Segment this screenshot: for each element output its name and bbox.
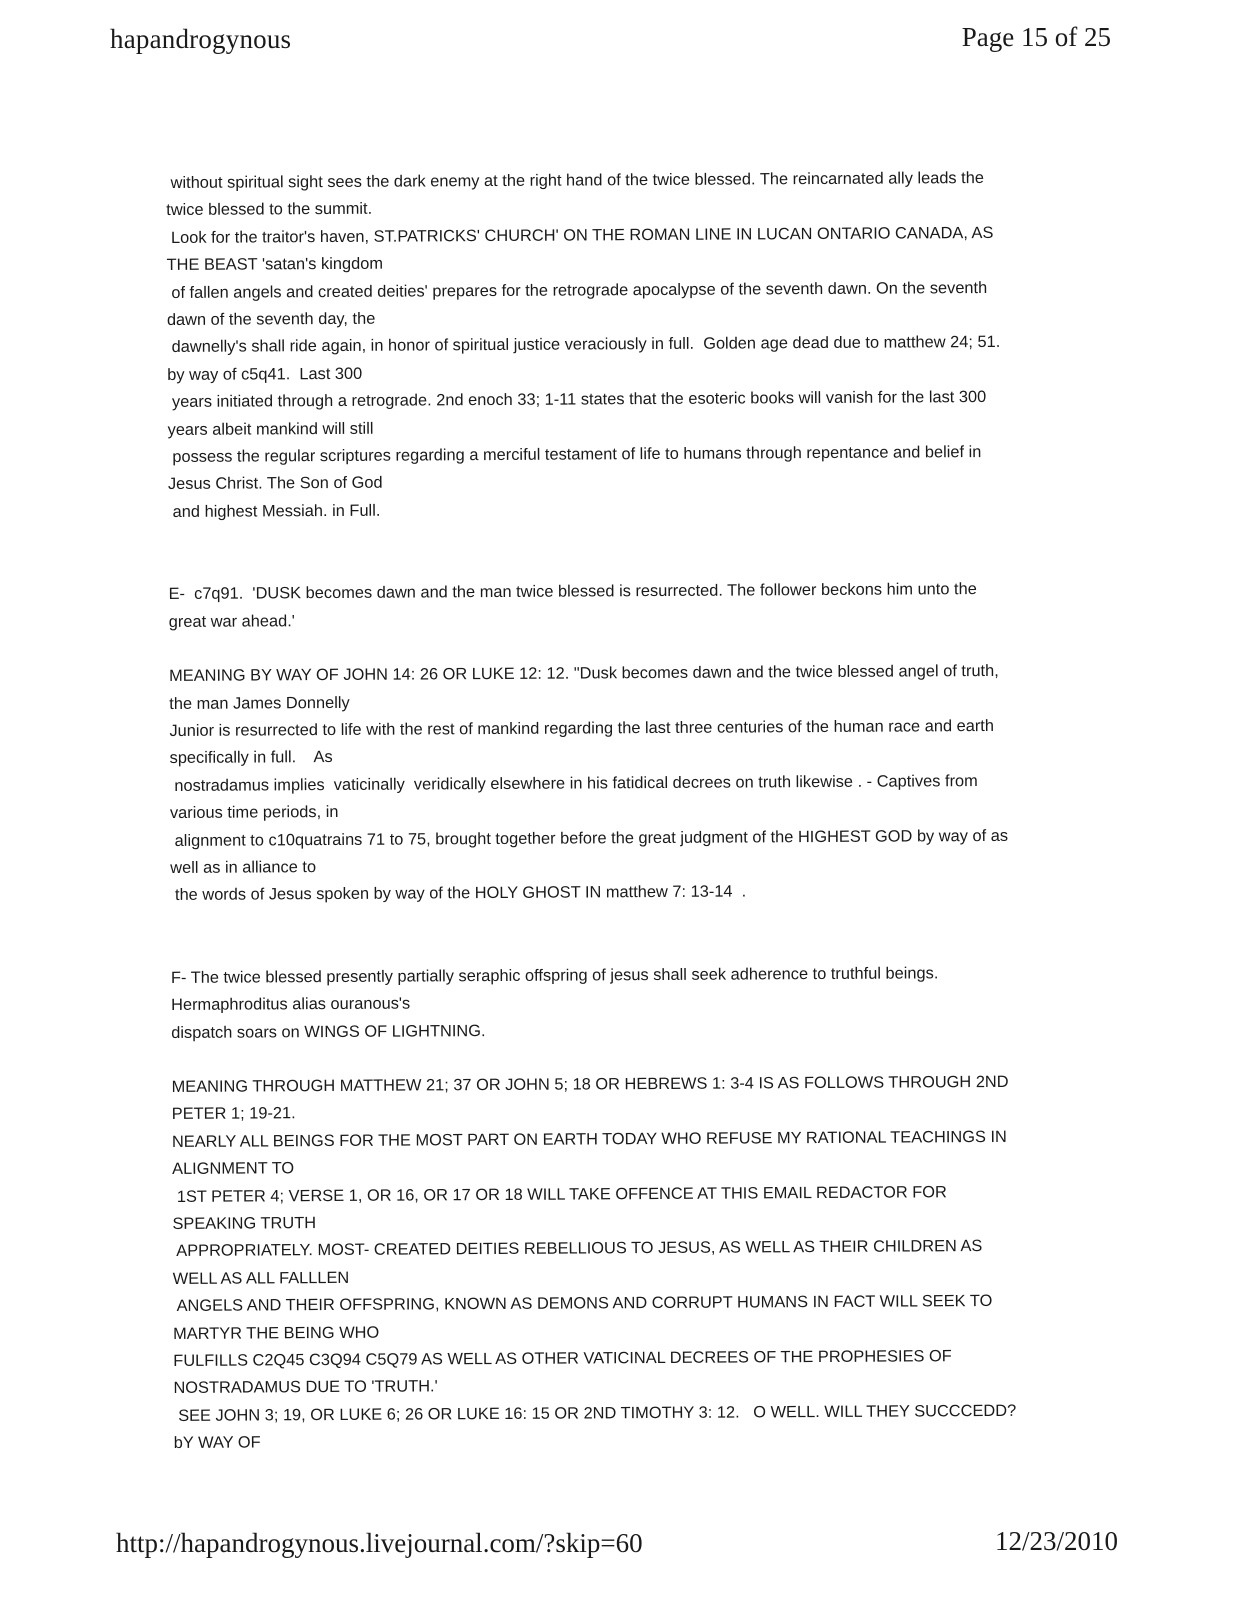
text-line: nostradamus implies vaticinally veridically elsewhere in his fatidical decrees on truth likewise . - Captives from: [169, 771, 978, 795]
source-url: http://hapandrogynous.livejournal.com/?skip=60: [116, 1528, 643, 1558]
text-line: Look for the traitor's haven, ST.PATRICKS' CHURCH' ON THE ROMAN LINE IN LUCAN ONTARIO CANADA, AS: [166, 223, 994, 247]
text-line: MEANING THROUGH MATTHEW 21; 37 OR JOHN 5; 18 OR HEBREWS 1: 3-4 IS AS FOLLOWS THROUGH 2ND: [171, 1072, 1009, 1096]
text-line: APPROPRIATELY. MOST- CREATED DEITIES REBELLIOUS TO JESUS, AS WELL AS THEIR CHILDREN AS: [172, 1237, 983, 1261]
text-line: Hermaphroditus alias ouranous's: [171, 994, 411, 1015]
text-line: 1ST PETER 4; VERSE 1, OR 16, OR 17 OR 18 WILL TAKE OFFENCE AT THIS EMAIL REDACTOR FOR: [172, 1182, 947, 1206]
text-line: FULFILLS C2Q45 C3Q94 C5Q79 AS WELL AS OTHER VATICINAL DECREES OF THE PROPHESIES OF: [173, 1347, 952, 1371]
text-line: E- c7q91. 'DUSK becomes dawn and the man twice blessed is resurrected. The follower beckons him unto the: [168, 580, 977, 604]
text-line: possess the regular scriptures regarding a merciful testament of life to humans through repentance and belief in: [167, 443, 982, 467]
text-line: SPEAKING TRUTH: [172, 1214, 317, 1233]
paragraph-meaning-f: [172, 1068, 1134, 1458]
text-line: the man James Donnelly: [169, 693, 350, 713]
paragraph-meaning-e: [169, 657, 1130, 910]
text-line: alignment to c10quatrains 71 to 75, brought together before the great judgment of the HIGHEST GOD by way of as: [170, 826, 1009, 850]
text-line: Jesus Christ. The Son of God: [167, 474, 383, 494]
text-line: great war ahead.': [168, 611, 295, 631]
text-line: bY WAY OF: [173, 1433, 261, 1453]
text-line: WELL AS ALL FALLLEN: [172, 1268, 350, 1288]
text-line: various time periods, in: [169, 803, 339, 823]
text-line: of fallen angels and created deities' prepares for the retrograde apocalypse of the seventh dawn. On the seventh: [166, 278, 988, 302]
text-line: years albeit mankind will still: [167, 419, 374, 439]
text-line: ALIGNMENT TO: [172, 1159, 295, 1179]
text-line: dawn of the seventh day, the: [166, 309, 376, 330]
page-number: Page 15 of 25: [961, 22, 1111, 52]
text-line: F- The twice blessed presently partially seraphic offspring of jesus shall seek adherence to truthful beings.: [170, 964, 939, 987]
paragraph-f: [171, 959, 1131, 1047]
paragraph-continuation: [166, 164, 1128, 526]
print-date: 12/23/2010: [994, 1526, 1118, 1556]
site-name: hapandrogynous: [110, 24, 292, 54]
text-line: without spiritual sight sees the dark enemy at the right hand of the twice blessed. The reincarnated ally leads the: [166, 169, 985, 192]
paragraph-e: [169, 575, 1129, 636]
text-line: SEE JOHN 3; 19, OR LUKE 6; 26 OR LUKE 16: 15 OR 2ND TIMOTHY 3: 12. O WELL. WILL THEY SUCCCEDD?: [173, 1401, 1017, 1425]
text-line: MEANING BY WAY OF JOHN 14: 26 OR LUKE 12: 12. "Dusk becomes dawn and the twice blessed angel of truth,: [169, 662, 999, 686]
text-line: NOSTRADAMUS DUE TO 'TRUTH.': [173, 1377, 438, 1398]
text-line: and highest Messiah. in Full.: [168, 501, 381, 521]
text-line: specifically in full. As: [169, 748, 333, 768]
text-line: dawnelly's shall ride again, in honor of spiritual justice veraciously in full. Golden age dead due to matthew 24; 51.: [167, 333, 1001, 357]
document-body: [166, 164, 1134, 1457]
text-line: THE BEAST 'satan's kingdom: [166, 254, 384, 275]
text-line: years initiated through a retrograde. 2nd enoch 33; 1-11 states that the esoteric books will vanish for the last 300: [167, 388, 987, 412]
text-line: the words of Jesus spoken by way of the HOLY GHOST IN matthew 7: 13-14 .: [170, 882, 747, 905]
text-line: NEARLY ALL BEINGS FOR THE MOST PART ON EARTH TODAY WHO REFUSE MY RATIONAL TEACHINGS IN: [171, 1127, 1007, 1151]
text-line: PETER 1; 19-21.: [171, 1104, 296, 1124]
text-line: ANGELS AND THEIR OFFSPRING, KNOWN AS DEMONS AND CORRUPT HUMANS IN FACT WILL SEEK TO: [172, 1292, 993, 1316]
text-line: well as in alliance to: [170, 858, 317, 877]
text-line: Junior is resurrected to life with the rest of mankind regarding the last three centuries of the human race and earth: [169, 716, 994, 740]
text-line: MARTYR THE BEING WHO: [173, 1323, 380, 1343]
text-line: twice blessed to the summit.: [166, 200, 373, 220]
text-line: dispatch soars on WINGS OF LIGHTNING.: [171, 1021, 486, 1042]
text-line: by way of c5q41. Last 300: [167, 364, 363, 384]
